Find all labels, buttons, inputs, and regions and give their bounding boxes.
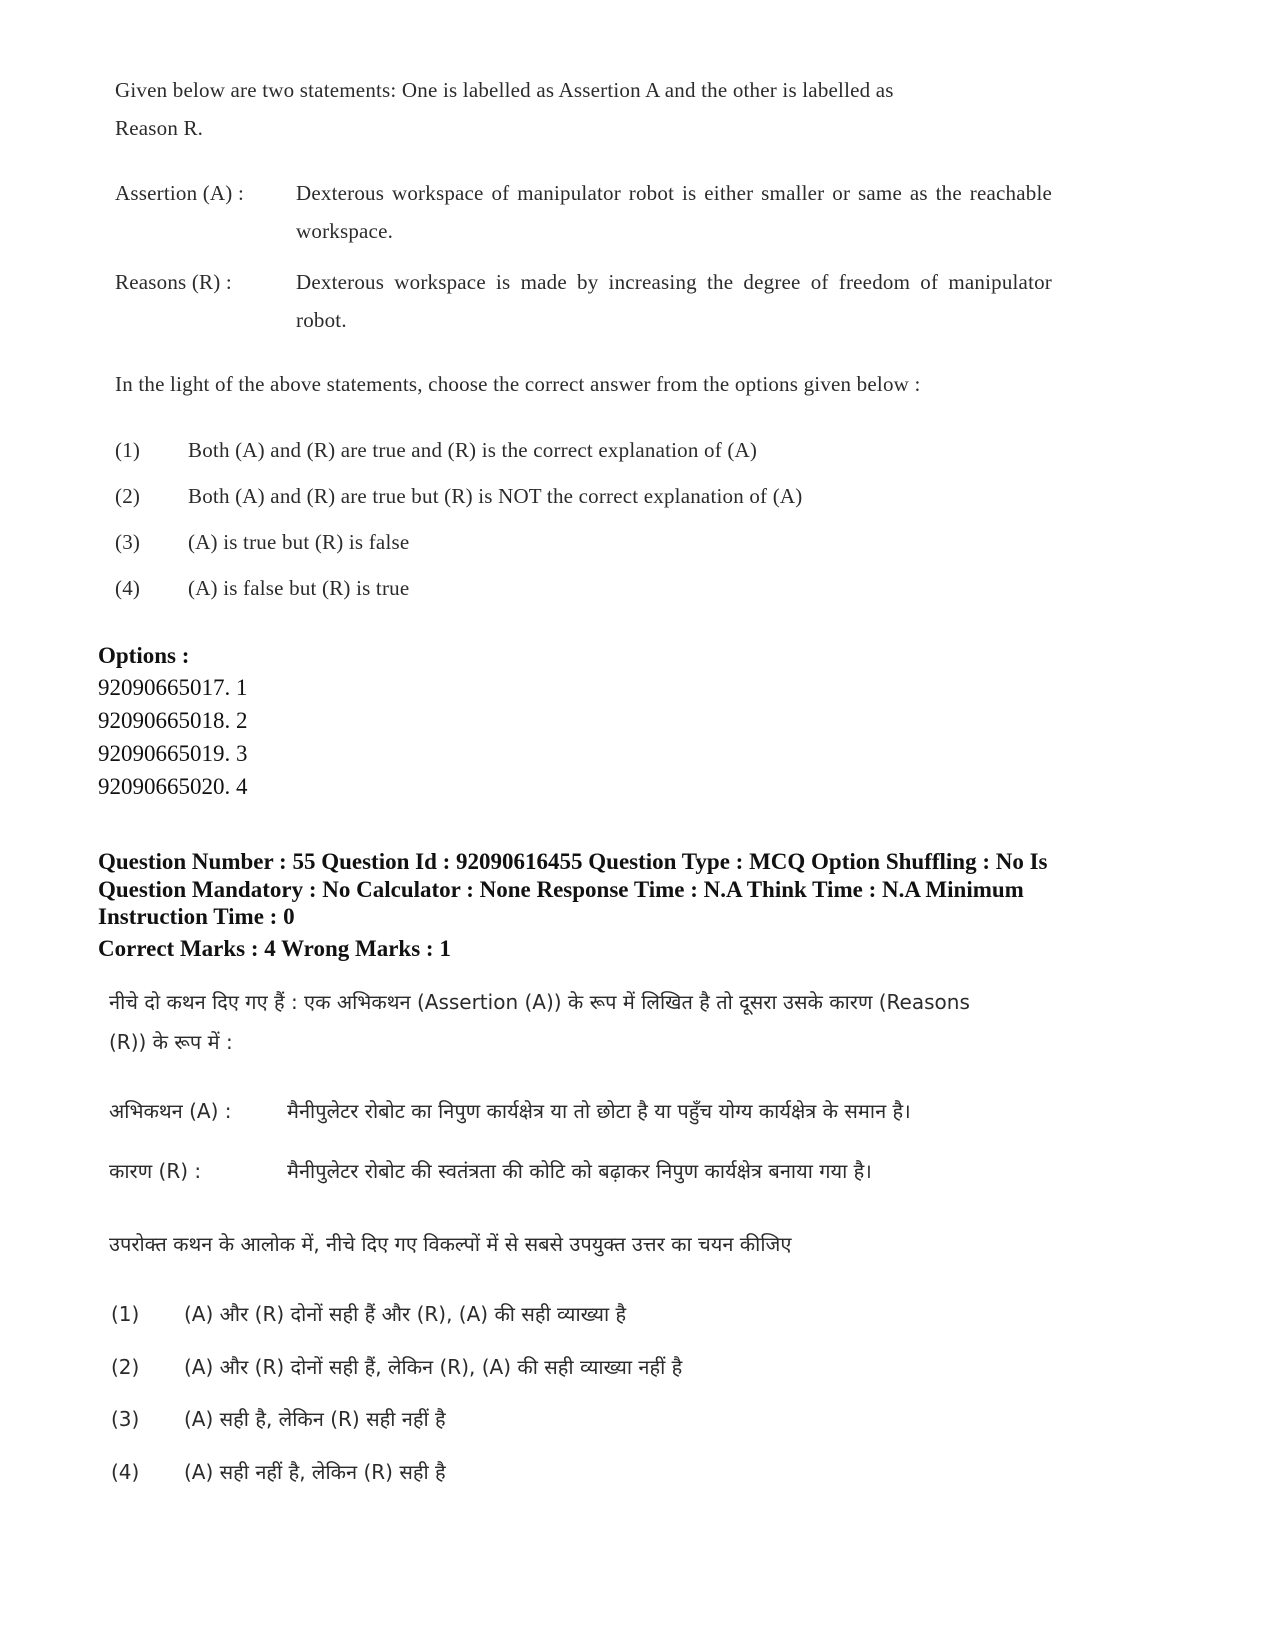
instruction-text: In the light of the above statements, choose the correct answer from the options given below : (115, 372, 921, 396)
assertion-label: Assertion (A) : (115, 181, 244, 205)
hindi-choice-text: (A) और (R) दोनों सही हैं और (R), (A) की सही व्याख्या है (184, 1302, 627, 1326)
question-meta-line: Question Number : 55 Question Id : 92090616455 Question Type : MCQ Option Shuffling : No Is (98, 849, 1048, 874)
hindi-choice-text: (A) सही है, लेकिन (R) सही नहीं है (184, 1407, 446, 1431)
hindi-choice-number: (1) (111, 1302, 140, 1326)
option-item: 92090665017. 1 (98, 675, 248, 700)
choice-text: (A) is true but (R) is false (188, 530, 410, 554)
hindi-instruction: उपरोक्त कथन के आलोक में, नीचे दिए गए विकल्पों में से सबसे उपयुक्त उत्तर का चयन कीजिए (109, 1232, 792, 1256)
option-item: 92090665020. 4 (98, 774, 248, 799)
options-heading: Options : (98, 643, 190, 668)
question-marks: Correct Marks : 4 Wrong Marks : 1 (98, 936, 451, 961)
hindi-choice-number: (3) (111, 1407, 140, 1431)
hindi-choice-number: (2) (111, 1355, 140, 1379)
choice-text: (A) is false but (R) is true (188, 576, 410, 600)
question-meta-line: Question Mandatory : No Calculator : None Response Time : N.A Think Time : N.A Minimum (98, 877, 1024, 902)
choice-number: (3) (115, 530, 141, 554)
hindi-intro-cont: (R)) के रूप में : (109, 1030, 233, 1054)
assertion-reason-intro-cont: Reason R. (115, 116, 204, 140)
hindi-choice-text: (A) और (R) दोनों सही हैं, लेकिन (R), (A) की सही व्याख्या नहीं है (184, 1355, 683, 1379)
hindi-intro: नीचे दो कथन दिए गए हैं : एक अभिकथन (Assertion (A)) के रूप में लिखित है तो दूसरा उसके कारण (Reasons (109, 990, 970, 1014)
reason-label: Reasons (R) : (115, 270, 232, 294)
hindi-choice-number: (4) (111, 1460, 140, 1484)
choice-number: (1) (115, 438, 141, 462)
option-item: 92090665018. 2 (98, 708, 248, 733)
hindi-assertion-text: मैनीपुलेटर रोबोट का निपुण कार्यक्षेत्र या तो छोटा है या पहुँच योग्य कार्यक्षेत्र के समान है। (287, 1099, 911, 1123)
assertion-reason-intro: Given below are two statements: One is labelled as Assertion A and the other is labelled as (115, 78, 894, 102)
choice-text: Both (A) and (R) are true but (R) is NOT the correct explanation of (A) (188, 484, 803, 508)
question-meta-line: Instruction Time : 0 (98, 904, 295, 929)
hindi-assertion-label: अभिकथन (A) : (109, 1099, 232, 1123)
choice-number: (2) (115, 484, 141, 508)
hindi-choice-text: (A) सही नहीं है, लेकिन (R) सही है (184, 1460, 446, 1484)
assertion-text: Dexterous workspace of manipulator robot is either smaller or same as the reachable workspace. (296, 181, 1052, 243)
reason-text: Dexterous workspace is made by increasing the degree of freedom of manipulator robot. (296, 270, 1052, 332)
option-item: 92090665019. 3 (98, 741, 248, 766)
choice-number: (4) (115, 576, 141, 600)
choice-text: Both (A) and (R) are true and (R) is the correct explanation of (A) (188, 438, 758, 462)
hindi-reason-text: मैनीपुलेटर रोबोट की स्वतंत्रता की कोटि को बढ़ाकर निपुण कार्यक्षेत्र बनाया गया है। (287, 1159, 872, 1183)
hindi-reason-label: कारण (R) : (109, 1159, 202, 1183)
